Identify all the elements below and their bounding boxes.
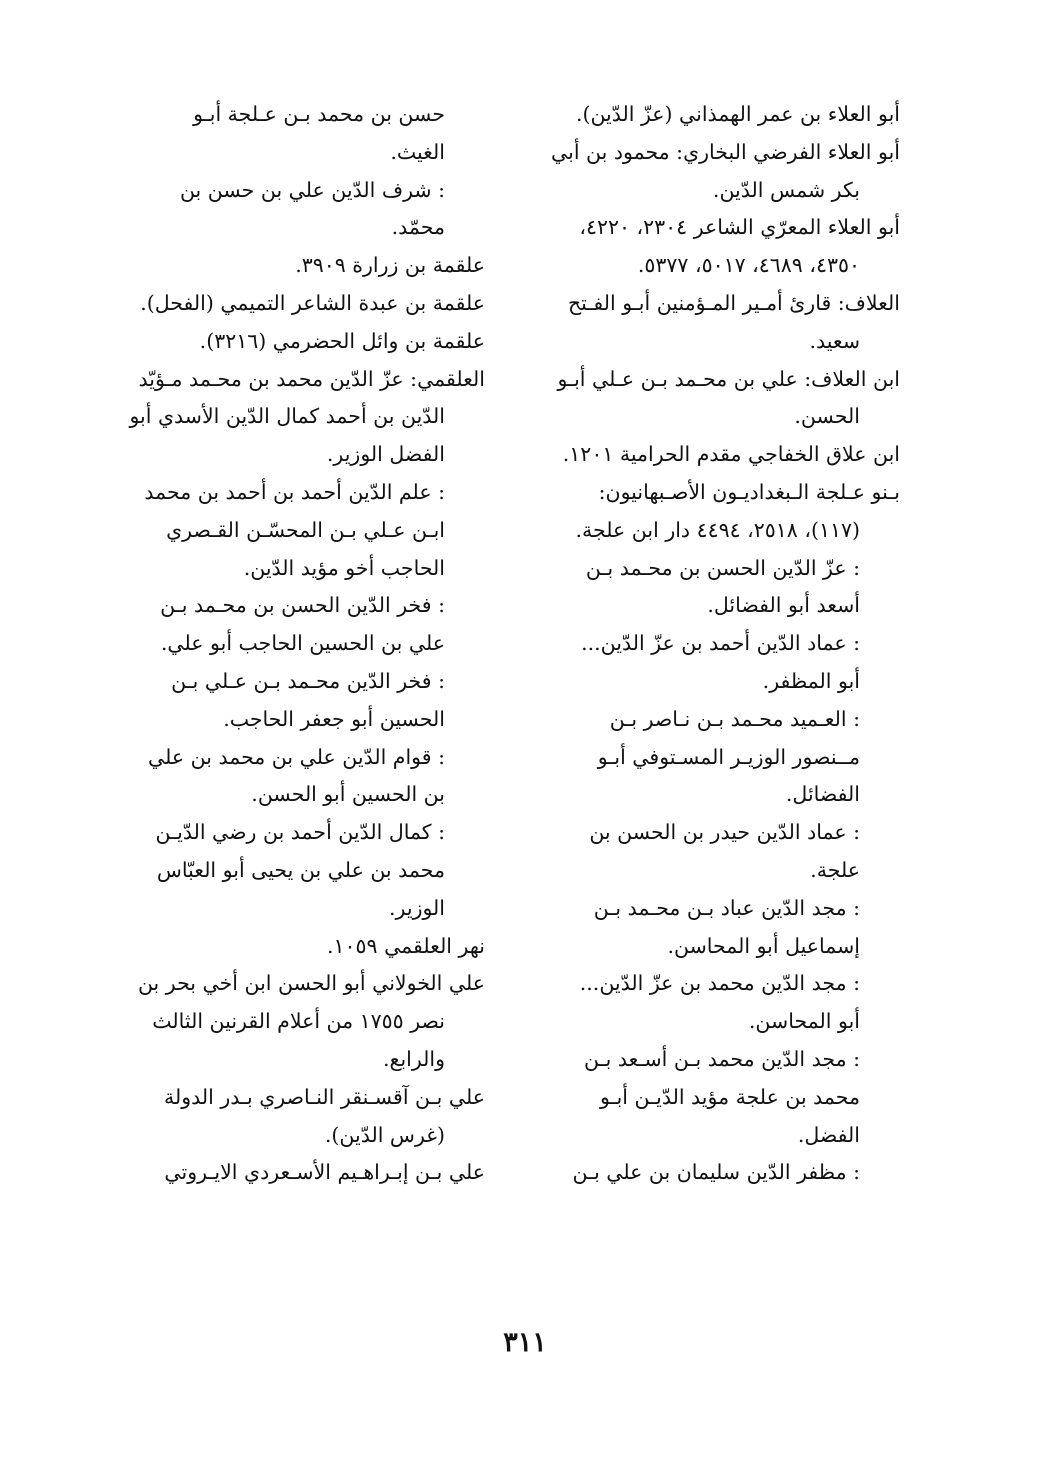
index-line-continuation: بكر شمس الدّين. xyxy=(712,177,860,202)
index-line-continuation: علجة. xyxy=(810,857,860,882)
index-line-continuation: محمّد. xyxy=(391,215,445,240)
index-line-continuation: الفضل الوزير. xyxy=(326,442,445,467)
index-subentry: : العـميد محـمد بـن نـاصر بـن xyxy=(609,706,860,731)
index-line-continuation: محمد بن علي بن يحيى أبو العبّاس xyxy=(156,857,445,882)
index-line-continuation: محمد بن علجة مؤيد الدّيـن أبـو xyxy=(599,1084,860,1109)
index-line-continuation: ٤٣٥٠، ٤٦٨٩، ٥٠١٧، ٥٣٧٧. xyxy=(637,253,860,278)
index-line: علقمة بن زرارة ٣٩٠٩. xyxy=(295,253,485,278)
index-line-continuation: الحاجب أخو مؤيد الدّين. xyxy=(243,555,445,580)
index-line-continuation: نصر ١٧٥٥ من أعلام القرنين الثالث xyxy=(152,1009,445,1034)
index-line-continuation: (غرس الدّين). xyxy=(324,1122,445,1147)
index-line-continuation: إسماعيل أبو المحاسن. xyxy=(667,933,860,958)
index-subentry: : مجد الدّين محمد بن عزّ الدّين... xyxy=(579,971,860,996)
index-line: علي بـن إبـراهـيم الأسـعردي الايـروتي xyxy=(164,1160,485,1185)
index-line: أبو العلاء المعرّي الشاعر ٢٣٠٤، ٤٢٢٠، xyxy=(579,215,900,240)
index-line: العلاف: قارئ أمـير المـؤمنين أبـو الفـتح xyxy=(567,290,900,315)
right-index-column xyxy=(535,96,900,1192)
index-line: علقمة بن وائل الحضرمي (٣٢١٦). xyxy=(199,328,485,353)
index-line-continuation: الحسن. xyxy=(794,404,860,429)
index-line-continuation: أبو المحاسن. xyxy=(748,1009,860,1034)
index-line-continuation: الغيث. xyxy=(390,139,445,164)
index-line-continuation: (١١٧)، ٢٥١٨، ٤٤٩٤ دار ابن علجة. xyxy=(575,517,860,542)
index-subentry: : عزّ الدّين الحسن بن محـمد بـن xyxy=(585,555,860,580)
index-subentry: : فخر الدّين محـمد بـن عـلي بـن xyxy=(171,668,445,693)
index-subentry: : مظفر الدّين سليمان بن علي بـن xyxy=(572,1160,860,1185)
index-line: ابن علاق الخفاجي مقدم الحرامية ١٢٠١. xyxy=(562,442,900,467)
index-line-continuation: حسن بن محمد بـن عـلجة أبـو xyxy=(193,102,445,126)
index-subentry: : علم الدّين أحمد بن أحمد بن محمد xyxy=(144,479,445,504)
index-subentry: : عماد الدّين أحمد بن عزّ الدّين... xyxy=(581,631,860,656)
index-line-continuation: بن الحسين أبو الحسن. xyxy=(251,782,445,807)
index-line-continuation: مــنصور الوزيـر المسـتوفي أبـو xyxy=(597,744,860,769)
index-line: علقمة بن عبدة الشاعر التميمي (الفحل). xyxy=(140,290,485,315)
index-line: بـنو عـلجة الـبغداديـون الأصـبهانيون: xyxy=(598,479,900,504)
index-line-continuation: سعيد. xyxy=(809,328,860,353)
index-subentry: : قوام الدّين علي بن محمد بن علي xyxy=(148,744,445,769)
index-line: علي بـن آقسـنقر النـاصري بـدر الدولة xyxy=(163,1084,485,1109)
index-line: نهر العلقمي ١٠٥٩. xyxy=(326,933,485,958)
index-subentry: : شرف الدّين علي بن حسن بن xyxy=(179,177,445,202)
page-number: ٣١١ xyxy=(503,1327,547,1358)
index-line: أبو العلاء الفرضي البخاري: محمود بن أبي xyxy=(551,139,900,164)
index-subentry: : مجد الدّين عباد بـن محـمد بـن xyxy=(593,895,860,920)
index-line-continuation: والرابع. xyxy=(383,1046,445,1071)
index-line: ابن العلاف: علي بن محـمد بـن عـلي أبـو xyxy=(557,366,900,391)
index-line-continuation: أسعد أبو الفضائل. xyxy=(707,593,860,618)
index-subentry: : فخر الدّين الحسن بن محـمد بـن xyxy=(160,593,445,618)
index-line-continuation: علي بن الحسين الحاجب أبو علي. xyxy=(160,631,445,656)
left-index-column xyxy=(115,96,485,1192)
index-line: العلقمي: عزّ الدّين محمد بن محـمد مـؤيّد xyxy=(138,366,485,391)
index-subentry: : عماد الدّين حيدر بن الحسن بن xyxy=(589,820,860,845)
index-line-continuation: الحسين أبو جعفر الحاجب. xyxy=(223,706,445,731)
index-line-continuation: ابـن عـلي بـن المحسّـن القـصري xyxy=(166,517,445,542)
index-line-continuation: الدّين بن أحمد كمال الدّين الأسدي أبو xyxy=(129,404,445,429)
index-line-continuation: الوزير. xyxy=(389,895,445,920)
index-line: أبو العلاء بن عمر الهمذاني (عزّ الدّين). xyxy=(575,102,900,126)
index-subentry: : كمال الدّين أحمد بن رضي الدّيـن xyxy=(155,820,445,845)
index-line: علي الخولاني أبو الحسن ابن أخي بحر بن xyxy=(137,971,485,996)
index-subentry: : مجد الدّين محمد بـن أسـعد بـن xyxy=(584,1046,860,1071)
index-line-continuation: الفضل. xyxy=(797,1122,860,1147)
index-line-continuation: أبو المظفر. xyxy=(762,668,860,693)
index-line-continuation: الفضائل. xyxy=(785,782,860,807)
